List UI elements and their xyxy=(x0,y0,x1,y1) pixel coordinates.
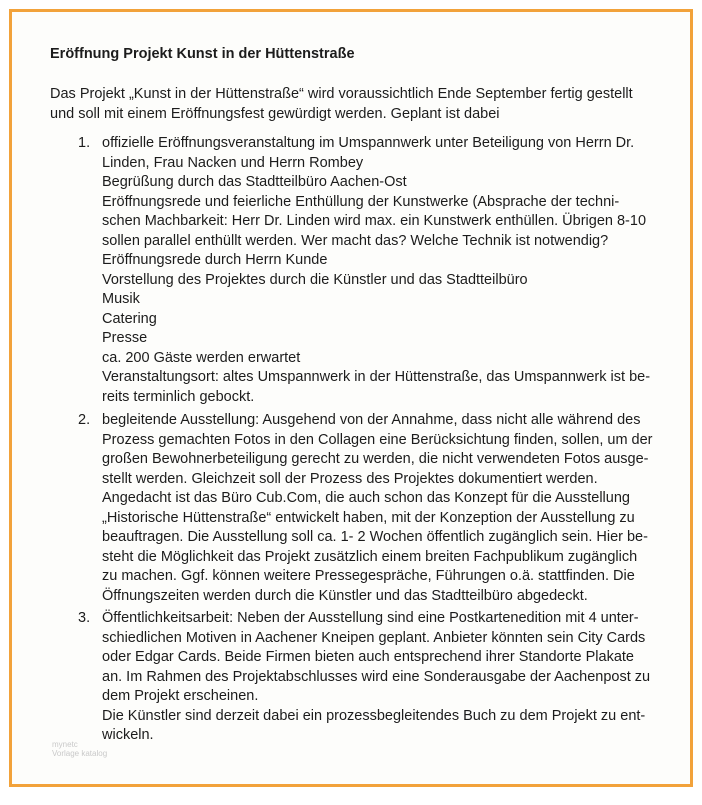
text-line: Prozess gemachten Fotos in den Collagen eine Berücksichtung finden, sollen, um der xyxy=(102,431,653,448)
text-line: Linden, Frau Nacken und Herrn Rombey xyxy=(102,154,364,171)
text-line: oder Edgar Cards. Beide Firmen bieten auch entsprechend ihrer Standorte Plakate xyxy=(102,649,634,665)
text-line: Vorstellung des Projektes durch die Künstler und das Stadtteilbüro xyxy=(102,271,528,288)
text-line: Öffentlichkeitsarbeit: Neben der Ausstellung sind eine Postkartenedition mit 4 unter- xyxy=(102,610,639,626)
watermark xyxy=(52,740,107,758)
text-line: Eröffnungsrede und feierliche Enthüllung der Kunstwerke (Absprache der techni- xyxy=(102,193,620,210)
text-line: reits terminlich gebockt. xyxy=(102,388,255,405)
intro-paragraph xyxy=(50,85,665,124)
text-line: steht die Möglichkeit das Projekt zusätzlich einem breiten Fachpublikum zugänglich xyxy=(102,548,638,565)
text-line: Öffnungszeiten werden durch die Künstler und das Stadtteilbüro abgedeckt. xyxy=(102,587,588,604)
document-page xyxy=(9,9,693,787)
document-title: Eröffnung Projekt Kunst in der Hüttenstraße xyxy=(50,46,355,62)
text-line: an. Im Rahmen des Projektabschlusses wird eine Sonderausgabe der Aachenpost zu xyxy=(102,668,651,685)
text-line: großen Bewohnerbeteiligung gerecht zu werden, die nicht verwendeten Fotos ausge- xyxy=(102,451,649,467)
text-line: Begrüßung durch das Stadtteilbüro Aachen-Ost xyxy=(102,174,407,190)
text-line: offizielle Eröffnungsveranstaltung im Umspannwerk unter Beteiligung von Herrn Dr. xyxy=(102,135,635,151)
text-line: Eröffnungsrede durch Herrn Kunde xyxy=(102,252,328,268)
text-line: begleitende Ausstellung: Ausgehend von der Annahme, dass nicht alle während des xyxy=(102,412,641,428)
text-line: Catering xyxy=(102,310,157,327)
text-line: „Historische Hüttenstraße“ entwickelt haben, mit der Konzeption der Ausstellung zu xyxy=(102,509,635,526)
text-line: dem Projekt erscheinen. xyxy=(102,688,259,704)
text-line: beauftragen. Die Ausstellung soll ca. 1- 2 Wochen öffentlich zugänglich sein. Hier be- xyxy=(102,529,648,545)
text-line: sollen parallel enthüllt werden. Wer macht das? Welche Technik ist notwendig? xyxy=(102,232,609,249)
list-item-body xyxy=(102,609,668,746)
text-line: Veranstaltungsort: altes Umspannwerk in der Hüttenstraße, das Umspannwerk ist be- xyxy=(102,369,651,385)
text-line: schiedlichen Motiven in Aachener Kneipen geplant. Anbieter könnten sein City Cards xyxy=(102,629,646,646)
list-item-number: 2. xyxy=(78,412,91,428)
watermark-line: Vorlage katalog xyxy=(52,749,108,758)
text-line: Musik xyxy=(102,291,140,307)
text-line: wickeln. xyxy=(102,727,154,743)
text-line: Presse xyxy=(102,330,148,346)
intro-line: und soll mit einem Eröffnungsfest gewürdigt werden. Geplant ist dabei xyxy=(50,105,500,122)
text-line: Die Künstler sind derzeit dabei ein prozessbegleitendes Buch zu dem Projekt zu ent- xyxy=(102,707,646,724)
text-line: schen Machbarkeit: Herr Dr. Linden wird max. ein Kunstwerk enthüllen. Übrigen 8-10 xyxy=(102,213,647,229)
list-item-number: 3. xyxy=(78,610,91,626)
text-line: Angedacht ist das Büro Cub.Com, die auch schon das Konzept für die Ausstellung xyxy=(102,490,630,506)
list-item-body xyxy=(102,411,668,606)
text-line: stellt werden. Gleichzeit soll der Prozess des Projektes dokumentiert werden. xyxy=(102,470,598,487)
intro-line: Das Projekt „Kunst in der Hüttenstraße“ wird voraussichtlich Ende September fertig gestellt xyxy=(50,86,633,102)
text-line: ca. 200 Gäste werden erwartet xyxy=(102,349,301,366)
list-item-body xyxy=(102,134,668,407)
list-item-number: 1. xyxy=(78,135,91,151)
watermark-line: mynetc xyxy=(52,740,78,749)
text-line: zu machen. Ggf. können weitere Pressegespräche, Führungen o.ä. stattfinden. Die xyxy=(102,568,635,584)
